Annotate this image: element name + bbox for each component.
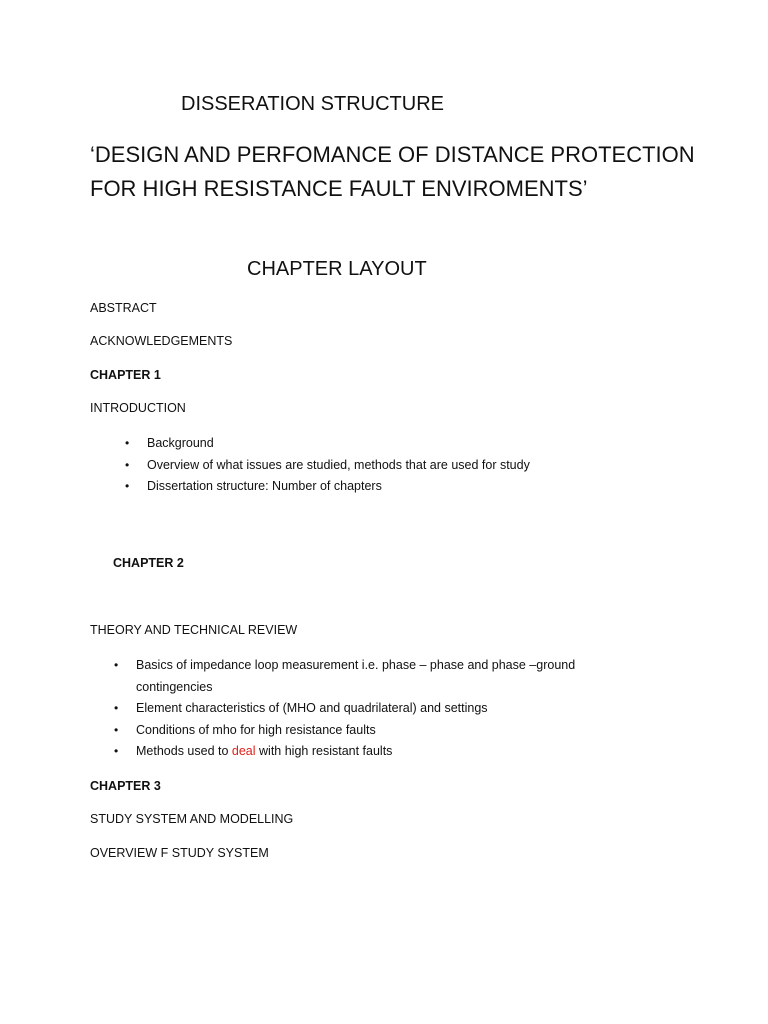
chapter-3-label: CHAPTER 3 [90, 779, 161, 793]
chapter-2-bullet-list [114, 655, 576, 763]
abstract-label: ABSTRACT [90, 301, 157, 315]
chapter-2-label: CHAPTER 2 [113, 556, 184, 570]
chapter-1-bullet-list [125, 433, 530, 498]
list-item [114, 698, 575, 720]
list-item-text: Overview of what issues are studied, methods that are used for study [147, 457, 530, 472]
bullet-icon: • [125, 436, 130, 450]
list-item [114, 655, 576, 677]
chapter-3-subtitle: OVERVIEW F STUDY SYSTEM [90, 846, 269, 860]
document-title-line-2: FOR HIGH RESISTANCE FAULT ENVIROMENTS’ [90, 176, 588, 201]
acknowledgements-label: ACKNOWLEDGEMENTS [90, 334, 233, 348]
document-title-line-1: ‘DESIGN AND PERFOMANCE OF DISTANCE PROTECTION [90, 142, 695, 167]
bullet-icon: • [114, 701, 119, 715]
list-item [125, 455, 530, 477]
bullet-icon: • [125, 479, 130, 493]
chapter-layout-heading: CHAPTER LAYOUT [247, 258, 427, 280]
list-item [114, 720, 575, 742]
list-item [114, 741, 575, 763]
bullet-icon: • [114, 658, 119, 672]
list-item-text: Element characteristics of (MHO and quadrilateral) and settings [136, 701, 488, 715]
chapter-1-label: CHAPTER 1 [90, 368, 161, 382]
list-item-continuation [136, 677, 575, 699]
list-item-text: Background [147, 436, 214, 450]
bullet-icon: • [125, 457, 130, 472]
list-item-text: contingencies [136, 679, 213, 694]
list-item-text-after: with high resistant faults [255, 744, 393, 758]
list-item [125, 433, 530, 455]
list-item-text-before: Methods used to [136, 744, 232, 758]
list-item-text: Basics of impedance loop measurement i.e. phase – phase and phase –ground [136, 658, 576, 672]
list-item [125, 476, 530, 498]
bullet-icon: • [114, 722, 119, 737]
bullet-icon: • [114, 744, 119, 758]
document-heading: DISSERATION STRUCTURE [181, 93, 444, 115]
list-item-text: Dissertation structure: Number of chapters [147, 479, 382, 493]
chapter-3-title: STUDY SYSTEM AND MODELLING [90, 812, 294, 826]
chapter-2-title: THEORY AND TECHNICAL REVIEW [90, 623, 298, 637]
list-item-text: Conditions of mho for high resistance faults [136, 722, 376, 737]
chapter-1-title: INTRODUCTION [90, 401, 186, 415]
highlighted-word: deal [231, 744, 256, 758]
